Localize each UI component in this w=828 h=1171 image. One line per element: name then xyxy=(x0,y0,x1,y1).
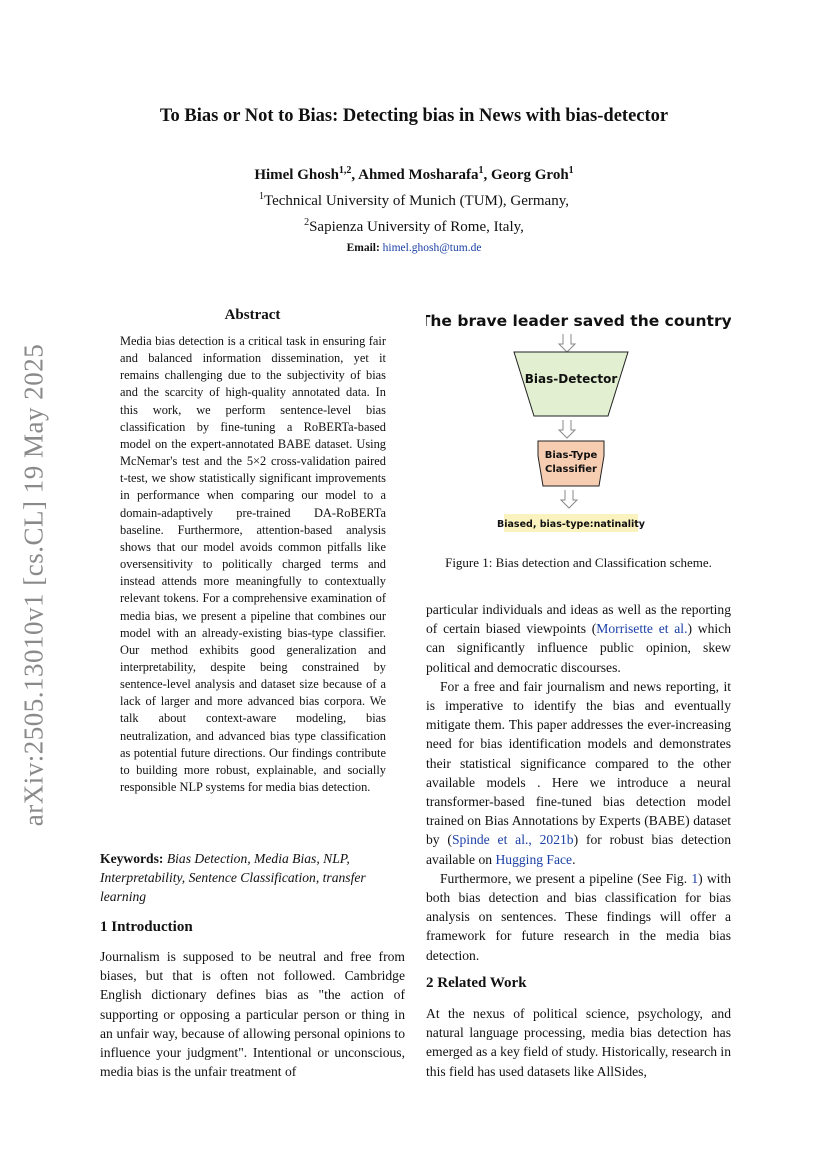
author-3-sup: 1 xyxy=(568,165,574,176)
bias-detector-label: Bias-Detector xyxy=(524,372,618,386)
paragraph: particular individuals and ideas as well as the reporting of certain biased viewpoints (Morrisette et al.) which can significantly influence public opinion, skew political and democratic discourses. xyxy=(426,602,731,675)
section-1-text: Journalism is supposed to be neutral and free from biases, but that is often not followed. Cambridge English dictionary defines bias as "the action of supporting or opposing a particular person or thing in an unfair way, because of allowing personal opinions to influence your judgment". Intentional or unconscious, media bias is the unfair treatment of xyxy=(100,949,405,1080)
abstract-text: Media bias detection is a critical task in ensuring fair and balanced information dissemination, yet it remains challenging due to the subjectivity of bias and the scarcity of high-quality annotated data. In this work, we perform sentence-level bias classification by fine-tuning a RoBERTa-based model on the expert-annotated BABE dataset. Using McNemar's test and the 5×2 cross-validation paired t-test, we show statistically significant improvements in performance when comparing our model to a domain-adaptively pre-trained DA-RoBERTa baseline. Furthermore, attention-based analysis shows that our model avoids common pitfalls like oversensitivity to politically charged terms and instead attends more meaningfully to contextually relevant tokens. For a comprehensive examination of media bias, we present a pipeline that combines our model with an already-existing bias-type classifier. Our method exhibits good generalization and interpretability, despite being constrained by sentence-level analysis and dataset size because of a lack of larger and more advanced bias corpora. We talk about context-aware modeling, bias neutralization, and advanced bias type classification as potential future directions. Our findings contribute to building more robust, explainable, and socially responsible NLP systems for media bias detection. xyxy=(120,334,386,795)
affiliation-1: $^1$Technical University of Munich (TUM), Germany, xyxy=(259,191,569,209)
author-list: Himel Ghosh$^{1,2}$, Ahmed Mosharafa$^1$, Georg Groh$^1$ xyxy=(254,165,574,183)
figure-sentence: The brave leader saved the country. xyxy=(426,312,731,330)
author-block xyxy=(0,160,828,259)
hugging-face-link[interactable]: Hugging Face xyxy=(495,851,573,867)
affiliation-2: $^2$Sapienza University of Rome, Italy, xyxy=(304,217,524,235)
down-arrow-icon xyxy=(561,490,577,508)
section-2-heading: 2 Related Work xyxy=(426,975,527,991)
keywords-label: Keywords: xyxy=(100,851,164,866)
author-1: Himel Ghosh xyxy=(254,167,339,183)
paragraph: Furthermore, we present a pipeline (See Fig. 1) with both bias detection and bias classification for bias analysis on sentences. These findings will offer a framework for future research in the media bias detection. xyxy=(426,870,732,963)
classifier-label-line1: Bias-Type xyxy=(544,450,598,461)
citation-link[interactable]: Spinde et al., 2021b xyxy=(451,832,574,848)
keywords-text: Bias Detection, Media Bias, NLP, Interpretability, Sentence Classification, transfer learning xyxy=(100,851,366,904)
email-line xyxy=(0,238,828,259)
email-label: Email: xyxy=(346,242,380,254)
right-column-text xyxy=(426,600,731,965)
down-arrow-icon xyxy=(559,420,575,438)
classifier-label-line2: Classifier xyxy=(545,464,597,475)
author-2-sup: 1 xyxy=(478,165,484,176)
section-2-text: At the nexus of political science, psychology, and natural language processing, media bias detection has emerged as a key field of study. Historically, research in this field has used datasets like AllSides, xyxy=(426,1006,731,1079)
paper-title: To Bias or Not to Bias: Detecting bias in News with bias-detector xyxy=(159,106,669,126)
author-1-sup: 1,2 xyxy=(338,165,352,176)
author-2: Ahmed Mosharafa xyxy=(358,167,479,183)
email-link[interactable]: himel.ghosh@tum.de xyxy=(382,242,482,254)
output-label: Biased, bias-type:natinality xyxy=(497,519,645,530)
author-3: Georg Groh xyxy=(491,167,569,183)
figure-ref-link[interactable]: 1 xyxy=(691,870,699,886)
figure-1 xyxy=(426,306,731,546)
citation-link[interactable]: Morrisette et al. xyxy=(596,621,688,637)
arxiv-sidebar xyxy=(14,340,54,830)
figure-caption: Figure 1: Bias detection and Classification scheme. xyxy=(445,555,712,570)
section-1-heading: 1 Introduction xyxy=(100,919,193,935)
paragraph: For a free and fair journalism and news reporting, it is imperative to identify the bias and eventually mitigate them. This paper addresses the ever-increasing need for bias identification models and demonstrates their statistical significance compared to the other available models . Here we introduce a neural transformer-based fine-tuned bias detection model trained on Bias Annotations by Experts (BABE) dataset by (Spinde et al., 2021b) for robust bias detection available on Hugging Face. xyxy=(426,678,731,867)
figure-1-diagram xyxy=(426,306,731,546)
down-arrow-icon xyxy=(559,334,575,352)
keywords xyxy=(100,849,405,906)
arxiv-id: arXiv:2505.13010v1 [cs.CL] 19 May 2025 xyxy=(18,343,49,827)
abstract-heading: Abstract xyxy=(224,307,281,323)
